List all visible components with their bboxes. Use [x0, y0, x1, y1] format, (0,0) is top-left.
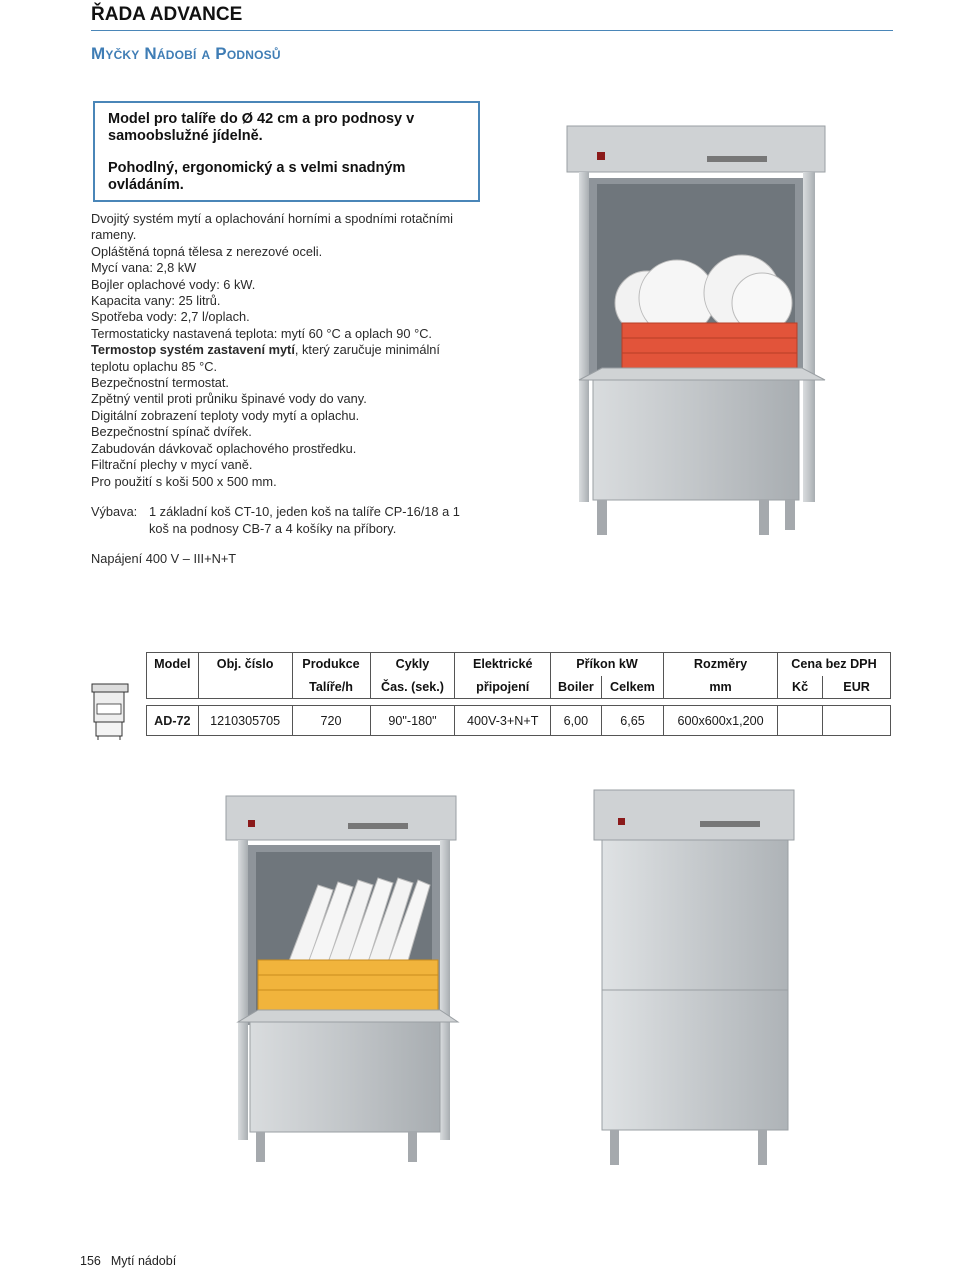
th2-total: Celkem	[601, 676, 663, 699]
highlight-line-2: Pohodlný, ergonomický a s velmi snadným ovládáním.	[108, 160, 406, 193]
table-header-row	[147, 653, 891, 676]
table-subheader-row	[147, 676, 891, 699]
cell-eur	[823, 706, 891, 736]
feature-item: Termostaticky nastavená teplota: mytí 60 °C a oplach 90 °C.	[91, 325, 432, 341]
feature-item: Dvojitý systém mytí a oplachování horními a spodními rotačními rameny.	[91, 211, 454, 243]
feature-item: Spotřeba vody: 2,7 l/oplach.	[91, 309, 250, 325]
feature-item: Zabudován dávkovač oplachového prostředku.	[91, 440, 357, 456]
cell-total: 6,65	[601, 706, 663, 736]
th2-czk: Kč	[777, 676, 822, 699]
highlight-line-1: Model pro talíře do Ø 42 cm a pro podnosy v samoobslužné jídelně.	[108, 111, 415, 144]
page-number: 156	[80, 1254, 101, 1268]
cell-production: 720	[292, 706, 370, 736]
dishwasher-closed-image	[580, 788, 810, 1168]
feature-item: Zpětný ventil proti průniku špinavé vody do vany.	[91, 391, 367, 407]
top-rule	[91, 30, 893, 31]
table-gap-row	[147, 699, 891, 706]
th2-eur: EUR	[823, 676, 891, 699]
feature-item: Bezpečnostní termostat.	[91, 375, 229, 391]
th2-electrical: připojení	[455, 676, 551, 699]
table-gap	[147, 699, 891, 706]
feature-item: Kapacita vany: 25 litrů.	[91, 293, 221, 309]
dishwasher-trays-image	[218, 790, 468, 1165]
feature-rest: , který zaručuje minimální teplotu oplachu 85 °C.	[91, 342, 440, 374]
th2-production: Talíře/h	[292, 676, 370, 699]
equipment-label: Výbava:	[91, 504, 138, 519]
th-production: Produkce	[292, 653, 370, 676]
th-price: Cena bez DPH	[777, 653, 890, 676]
dishwasher-thumbnail-icon	[88, 682, 132, 742]
footer-title: Mytí nádobí	[110, 1254, 177, 1268]
th-model: Model	[147, 653, 199, 676]
feature-item: Filtrační plechy v mycí vaně.	[91, 457, 253, 473]
th-cycles: Cykly	[370, 653, 455, 676]
th2-dimensions: mm	[664, 676, 778, 699]
series-title: ŘADA ADVANCE	[91, 4, 243, 25]
feature-item	[91, 342, 471, 375]
feature-item: Bezpečnostní spínač dvířek.	[91, 424, 252, 440]
highlight-box	[93, 101, 480, 202]
cell-order-number: 1210305705	[198, 706, 292, 736]
feature-item: Digitální zobrazení teploty vody mytí a oplachu.	[91, 407, 360, 423]
section-title: Myčky Nádobí a Podnosů	[91, 44, 281, 63]
dishwasher-plates-image	[557, 118, 837, 538]
th-order-number: Obj. číslo	[198, 653, 292, 676]
cell-cycles: 90"-180"	[370, 706, 455, 736]
th2-boiler: Boiler	[550, 676, 601, 699]
equipment-value: 1 základní koš CT-10, jeden koš na talíře CP-16/18 a 1 koš na podnosy CB-7 a 4 košíky na příbory.	[149, 504, 460, 536]
cell-model: AD-72	[147, 706, 199, 736]
feature-item: Mycí vana: 2,8 kW	[91, 260, 197, 276]
feature-item: Pro použití s koši 500 x 500 mm.	[91, 473, 277, 489]
feature-list	[91, 211, 471, 490]
spec-table	[146, 652, 891, 736]
table-row	[147, 706, 891, 736]
th2-model	[147, 676, 199, 699]
page-footer	[80, 1254, 176, 1268]
th2-cycles: Čas. (sek.)	[370, 676, 455, 699]
feature-item: Opláštěná topná tělesa z nerezové oceli.	[91, 243, 323, 259]
equipment	[91, 503, 469, 537]
power-supply: Napájení 400 V – III+N+T	[91, 551, 237, 566]
th2-order-number	[198, 676, 292, 699]
th-dimensions: Rozměry	[664, 653, 778, 676]
cell-czk	[777, 706, 822, 736]
th-power: Příkon kW	[550, 653, 663, 676]
feature-item: Bojler oplachové vody: 6 kW.	[91, 276, 256, 292]
feature-bold: Termostop systém zastavení mytí	[91, 342, 295, 358]
cell-dimensions: 600x600x1,200	[664, 706, 778, 736]
cell-boiler: 6,00	[550, 706, 601, 736]
th-electrical: Elektrické	[455, 653, 551, 676]
cell-electrical: 400V-3+N+T	[455, 706, 551, 736]
